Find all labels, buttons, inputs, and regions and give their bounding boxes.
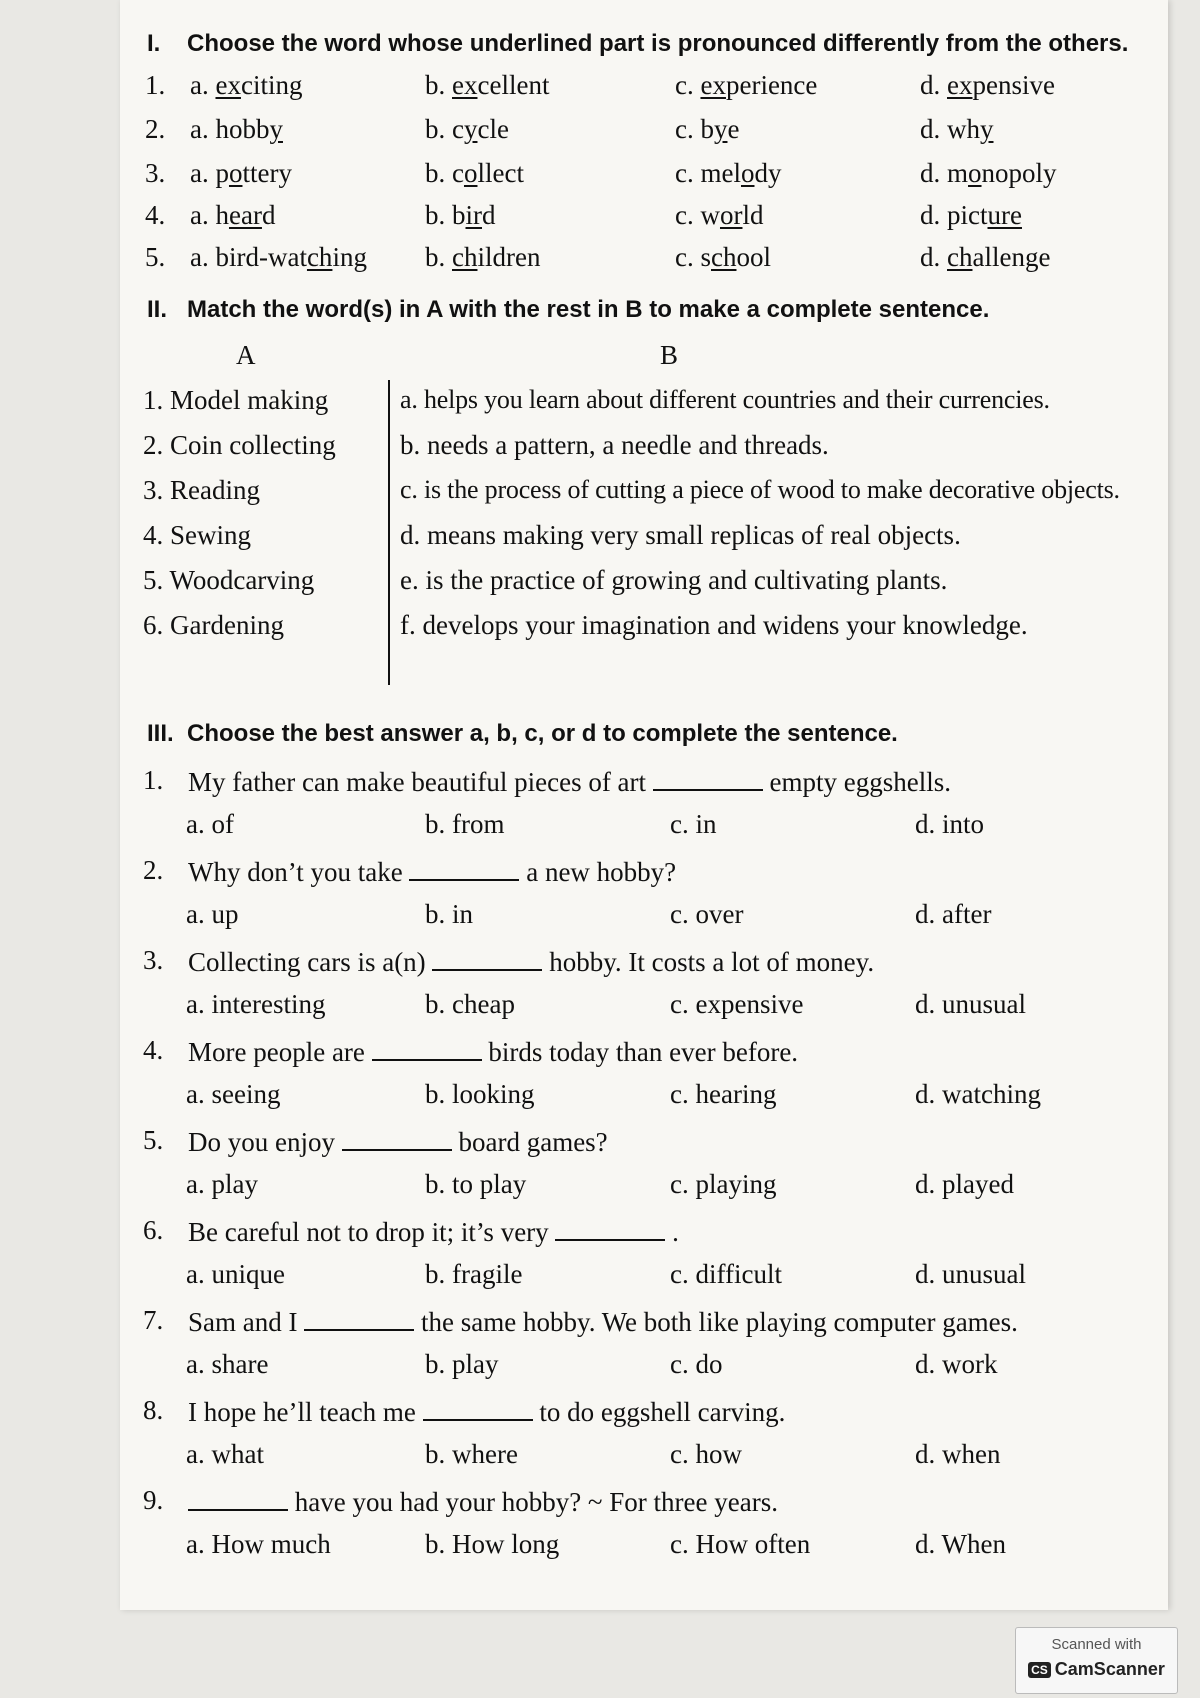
answer-option: b. where <box>425 1439 518 1469</box>
option-prefix: c. w <box>675 200 720 230</box>
answer-option <box>920 158 1057 189</box>
underlined-sound: o <box>968 158 982 188</box>
question-text <box>188 1305 1018 1338</box>
column-a-header: A <box>236 340 256 370</box>
question-text <box>188 855 676 888</box>
match-item-a: 5. Woodcarving <box>143 565 315 595</box>
option-suffix: pensive <box>972 70 1055 100</box>
answer-option: c. over <box>670 899 744 929</box>
option-suffix: d <box>482 200 496 230</box>
match-item-b: b. needs a pattern, a needle and threads. <box>400 430 829 460</box>
match-item-b: f. develops your imagination and widens your knowledge. <box>400 610 1028 640</box>
answer-blank[interactable] <box>555 1215 665 1241</box>
answer-option <box>675 158 781 189</box>
option-prefix: a. bird-wat <box>190 242 307 272</box>
option-suffix: llect <box>477 158 524 188</box>
underlined-sound: ex <box>452 70 478 100</box>
answer-option: c. how <box>670 1439 742 1469</box>
underlined-sound: ex <box>947 70 973 100</box>
question-stem: My father can make beautiful pieces of art <box>188 767 647 797</box>
answer-option: b. to play <box>425 1169 527 1199</box>
answer-option <box>920 200 1022 231</box>
question-number: 9. <box>143 1485 164 1515</box>
answer-option <box>425 200 496 231</box>
match-item-a: 1. Model making <box>143 385 329 415</box>
camscanner-logo-icon: CS <box>1028 1662 1051 1678</box>
question-number: 1. <box>143 765 164 795</box>
option-suffix: cle <box>477 114 509 144</box>
scanned-with-label: Scanned with <box>1051 1636 1142 1653</box>
option-suffix: ttery <box>242 158 292 188</box>
question-stem: Be careful not to drop it; it’s very <box>188 1217 549 1247</box>
answer-blank[interactable] <box>432 945 542 971</box>
question-ending: the same hobby. We both like playing computer games. <box>420 1307 1018 1337</box>
option-prefix: d. <box>920 70 947 100</box>
question-text <box>188 1395 785 1428</box>
option-suffix: dy <box>754 158 782 188</box>
answer-option: d. after <box>915 899 992 929</box>
answer-option: c. hearing <box>670 1079 777 1109</box>
question-number: 6. <box>143 1215 164 1245</box>
underlined-sound: ex <box>700 70 726 100</box>
section-1-heading <box>147 30 1128 58</box>
question-number: 4. <box>145 200 166 230</box>
question-ending: have you had your hobby? ~ For three years. <box>294 1487 778 1517</box>
option-prefix: a. p <box>190 158 229 188</box>
option-suffix: cellent <box>477 70 550 100</box>
underlined-sound: y <box>463 114 478 144</box>
option-suffix: ld <box>742 200 764 230</box>
answer-option <box>425 70 549 101</box>
answer-option <box>190 242 367 273</box>
answer-option <box>425 242 540 273</box>
answer-blank[interactable] <box>653 765 763 791</box>
option-prefix: b. b <box>425 200 466 230</box>
answer-option: c. do <box>670 1349 723 1379</box>
option-prefix: c. b <box>675 114 714 144</box>
option-prefix: d. wh <box>920 114 980 144</box>
answer-option: a. unique <box>186 1259 285 1289</box>
question-number: 2. <box>143 855 164 885</box>
answer-option <box>675 242 771 273</box>
option-prefix: a. h <box>190 200 229 230</box>
answer-blank[interactable] <box>372 1035 482 1061</box>
option-suffix: citing <box>240 70 303 100</box>
question-text <box>188 1485 778 1518</box>
option-prefix: c. <box>675 70 701 100</box>
section-1-number: I. <box>147 30 161 57</box>
option-prefix: b. c <box>425 114 464 144</box>
answer-blank[interactable] <box>188 1485 288 1511</box>
question-stem: Do you enjoy <box>188 1127 335 1157</box>
underlined-sound: ure <box>987 200 1022 230</box>
question-stem: I hope he’ll teach me <box>188 1397 416 1427</box>
question-ending: empty eggshells. <box>769 767 952 797</box>
question-number: 4. <box>143 1035 164 1065</box>
question-number: 8. <box>143 1395 164 1425</box>
column-b-header: B <box>660 340 679 370</box>
answer-option <box>675 200 764 231</box>
option-suffix: ildren <box>477 242 541 272</box>
question-stem: Sam and I <box>188 1307 298 1337</box>
question-number: 7. <box>143 1305 164 1335</box>
answer-option <box>190 158 292 189</box>
answer-option: b. How long <box>425 1529 560 1559</box>
underlined-sound: y <box>980 114 994 144</box>
section-2-title: Match the word(s) in A with the rest in B to make a complete sentence. <box>187 296 990 323</box>
answer-blank[interactable] <box>304 1305 414 1331</box>
question-stem: More people are <box>188 1037 365 1067</box>
answer-option <box>920 242 1050 273</box>
underlined-sound: ch <box>947 242 973 272</box>
underlined-sound: o <box>228 158 243 188</box>
underlined-sound: ex <box>215 70 241 100</box>
match-item-b: e. is the practice of growing and cultivating plants. <box>400 565 948 595</box>
question-number: 3. <box>145 158 166 188</box>
answer-option: a. up <box>186 899 239 929</box>
option-prefix: b. <box>425 70 452 100</box>
answer-option <box>920 114 994 145</box>
answer-option: a. share <box>186 1349 269 1379</box>
answer-option: d. When <box>915 1529 1006 1559</box>
option-prefix: a. <box>190 70 216 100</box>
question-text <box>188 765 951 798</box>
answer-option: a. How much <box>186 1529 331 1559</box>
underlined-sound: or <box>719 200 743 230</box>
section-3-heading <box>147 720 898 748</box>
option-prefix: d. pict <box>920 200 988 230</box>
question-ending: . <box>672 1217 679 1247</box>
question-text <box>188 1035 798 1068</box>
camscanner-label: CamScanner <box>1054 1659 1165 1679</box>
column-divider <box>388 380 390 685</box>
answer-option: c. difficult <box>670 1259 782 1289</box>
answer-option <box>675 114 739 145</box>
question-number: 5. <box>143 1125 164 1155</box>
question-number: 1. <box>145 70 166 100</box>
option-suffix: allenge <box>972 242 1051 272</box>
option-prefix: c. s <box>675 242 711 272</box>
option-suffix: e <box>727 114 740 144</box>
answer-option <box>425 114 509 145</box>
option-suffix: ool <box>736 242 771 272</box>
option-suffix: nopoly <box>981 158 1057 188</box>
question-number: 3. <box>143 945 164 975</box>
question-text <box>188 1125 608 1158</box>
answer-option: c. expensive <box>670 989 804 1019</box>
underlined-sound: ear <box>228 200 262 230</box>
answer-option: a. what <box>186 1439 264 1469</box>
answer-option: d. unusual <box>915 989 1026 1019</box>
section-1-title: Choose the word whose underlined part is pronounced differently from the others. <box>187 30 1129 57</box>
answer-option: c. playing <box>670 1169 777 1199</box>
question-number: 2. <box>145 114 166 144</box>
question-stem: Why don’t you take <box>188 857 403 887</box>
underlined-sound: o <box>740 158 755 188</box>
underlined-sound: y <box>713 114 728 144</box>
answer-option: b. cheap <box>425 989 515 1019</box>
answer-option: c. How often <box>670 1529 811 1559</box>
answer-option <box>675 70 817 101</box>
match-item-b: d. means making very small replicas of real objects. <box>400 520 961 550</box>
answer-option: d. into <box>915 809 985 839</box>
question-ending: hobby. It costs a lot of money. <box>549 947 875 977</box>
answer-option: a. seeing <box>186 1079 281 1109</box>
answer-option <box>425 158 524 189</box>
answer-option: b. play <box>425 1349 499 1379</box>
option-prefix: c. mel <box>675 158 741 188</box>
answer-option: d. played <box>915 1169 1014 1199</box>
answer-option: d. watching <box>915 1079 1041 1109</box>
answer-option: b. from <box>425 809 505 839</box>
answer-option <box>190 70 302 101</box>
underlined-sound: ch <box>452 242 478 272</box>
answer-option: b. looking <box>425 1079 535 1109</box>
answer-option <box>190 114 283 145</box>
answer-option: d. when <box>915 1439 1001 1469</box>
option-suffix: perience <box>725 70 818 100</box>
answer-option: b. in <box>425 899 474 929</box>
option-suffix: ing <box>332 242 367 272</box>
underlined-sound: ir <box>465 200 482 230</box>
underlined-sound: ch <box>711 242 737 272</box>
question-number: 5. <box>145 242 166 272</box>
answer-blank[interactable] <box>409 855 519 881</box>
option-prefix: b. <box>425 242 452 272</box>
answer-option: c. in <box>670 809 717 839</box>
option-prefix: a. hobb <box>190 114 270 144</box>
option-prefix: d. m <box>920 158 969 188</box>
question-ending: birds today than ever before. <box>488 1037 799 1067</box>
section-3-number: III. <box>147 720 174 747</box>
question-ending: to do eggshell carving. <box>539 1397 786 1427</box>
match-item-a: 3. Reading <box>143 475 260 505</box>
question-text <box>188 945 874 978</box>
answer-option: a. interesting <box>186 989 326 1019</box>
match-item-a: 6. Gardening <box>143 610 284 640</box>
underlined-sound: o <box>463 158 478 188</box>
section-2-number: II. <box>147 296 168 323</box>
option-prefix: d. <box>920 242 947 272</box>
match-item-a: 4. Sewing <box>143 520 251 550</box>
answer-blank[interactable] <box>342 1125 452 1151</box>
match-item-a: 2. Coin collecting <box>143 430 336 460</box>
question-ending: board games? <box>458 1127 608 1157</box>
camscanner-watermark <box>1015 1627 1178 1694</box>
answer-option: b. fragile <box>425 1259 523 1289</box>
section-2-heading <box>147 296 989 324</box>
match-item-b: c. is the process of cutting a piece of wood to make decorative objects. <box>400 475 1120 504</box>
answer-option <box>190 200 275 231</box>
answer-option: a. play <box>186 1169 258 1199</box>
answer-option: d. work <box>915 1349 998 1379</box>
answer-option <box>920 70 1055 101</box>
question-stem: Collecting cars is a(n) <box>188 947 426 977</box>
answer-blank[interactable] <box>423 1395 533 1421</box>
answer-option: a. of <box>186 809 234 839</box>
underlined-sound: ch <box>306 242 333 272</box>
answer-option: d. unusual <box>915 1259 1026 1289</box>
section-3-title: Choose the best answer a, b, c, or d to complete the sentence. <box>187 720 898 747</box>
option-suffix: d <box>261 200 276 230</box>
underlined-sound: y <box>269 114 283 144</box>
question-text <box>188 1215 679 1248</box>
option-prefix: b. c <box>425 158 464 188</box>
match-item-b: a. helps you learn about different countries and their currencies. <box>400 385 1050 414</box>
question-ending: a new hobby? <box>526 857 677 887</box>
